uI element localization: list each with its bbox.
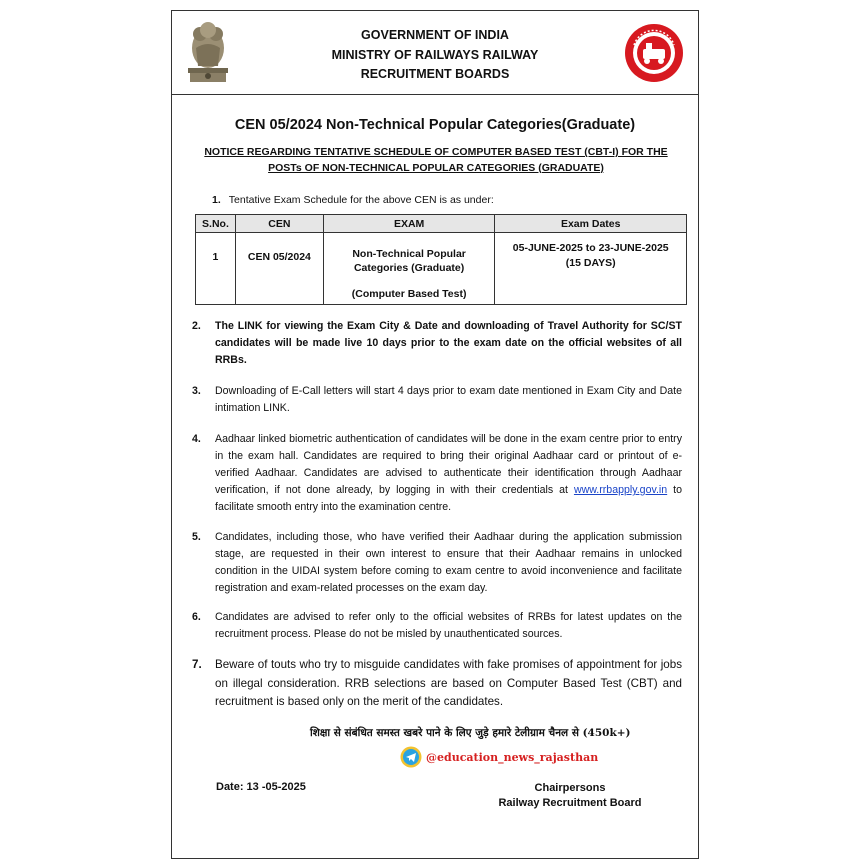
header-sno: S.No. bbox=[196, 215, 236, 233]
table-row bbox=[196, 233, 687, 305]
item-number: 3. bbox=[192, 385, 201, 397]
letterhead-text bbox=[172, 26, 698, 85]
notice-page bbox=[171, 10, 699, 859]
item-4 bbox=[192, 431, 682, 516]
item-1 bbox=[212, 194, 494, 206]
item-6 bbox=[192, 609, 682, 643]
dates-line-1: 05-JUNE-2025 to 23-JUNE-2025 bbox=[512, 242, 669, 254]
item-number: 4. bbox=[192, 433, 201, 445]
signatory-title: Chairpersons bbox=[534, 782, 606, 794]
item-text: Tentative Exam Schedule for the above CEN is as under: bbox=[228, 194, 494, 206]
exam-line-1: Non-Technical Popular bbox=[352, 248, 466, 260]
exam-schedule-table bbox=[195, 214, 687, 305]
item-text-before-link: Aadhaar linked biometric authentication of candidates will be done in the exam centre prior to entry in the exam hall. Candidates are required to bring their original Aadhaar card or printout of e-verified Aadhaar. Candidates are advised to authenticate their identification through Aadhaar verification, if not done already, by logging in with their credentials at bbox=[215, 433, 682, 496]
indian-railways-logo-icon bbox=[624, 23, 684, 83]
item-text: Candidates, including those, who have verified their Aadhaar during the application submission stage, are requested in their own interest to ensure that their Aadhaar remains in unlocked condition in the UIDAI system before coming to exam centre to avoid inconvenience and facilitate registration and exam-related processes on the exam day. bbox=[215, 531, 682, 594]
item-5 bbox=[192, 529, 682, 597]
item-text-after-link: to facilitate smooth entry into the examination centre. bbox=[215, 484, 682, 513]
cell-cen: CEN 05/2024 bbox=[235, 233, 323, 305]
table-header-row bbox=[196, 215, 687, 233]
dates-line-2: (15 DAYS) bbox=[565, 257, 616, 269]
cell-sno: 1 bbox=[196, 233, 236, 305]
header-line-1: GOVERNMENT OF INDIA bbox=[361, 28, 509, 42]
item-text: The LINK for viewing the Exam City & Date and downloading of Travel Authority for SC/ST candidates will be made live 10 days prior to the exam date on the official websites of all RRBs. bbox=[215, 320, 682, 366]
exam-line-3: (Computer Based Test) bbox=[351, 288, 467, 300]
notice-date: Date: 13 -05-2025 bbox=[216, 781, 306, 793]
telegram-icon bbox=[400, 746, 422, 768]
item-number: 6. bbox=[192, 611, 201, 623]
header-exam-dates: Exam Dates bbox=[495, 215, 687, 233]
item-number: 7. bbox=[192, 658, 202, 671]
exam-line-2: Categories (Graduate) bbox=[353, 262, 465, 274]
rrbapply-link[interactable]: www.rrbapply.gov.in bbox=[573, 484, 668, 496]
cell-exam bbox=[323, 233, 495, 305]
header-cen: CEN bbox=[235, 215, 323, 233]
item-3 bbox=[192, 383, 682, 417]
item-2 bbox=[192, 318, 682, 369]
header-line-2: MINISTRY OF RAILWAYS RAILWAY bbox=[331, 47, 539, 62]
item-text: Downloading of E-Call letters will start 4 days prior to exam date mentioned in Exam City and Date intimation LINK. bbox=[215, 385, 682, 414]
telegram-promo[interactable] bbox=[400, 746, 598, 768]
item-text: Candidates are advised to refer only to the official websites of RRBs for latest updates on the recruitment process. Please do not be misled by unauthenticated sources. bbox=[215, 611, 682, 640]
letterhead bbox=[172, 11, 698, 95]
header-line-3: RECRUITMENT BOARDS bbox=[360, 67, 510, 81]
signatory-org: Railway Recruitment Board bbox=[498, 797, 642, 809]
item-number: 1. bbox=[212, 194, 221, 206]
signatory bbox=[494, 781, 646, 811]
telegram-handle[interactable]: @education_news_rajasthan bbox=[426, 750, 599, 764]
cen-title: CEN 05/2024 Non-Technical Popular Categories(Graduate) bbox=[234, 117, 636, 133]
item-text bbox=[215, 431, 682, 516]
item-7 bbox=[192, 656, 682, 712]
cell-exam-dates bbox=[495, 233, 687, 305]
item-text: Beware of touts who try to misguide candidates with fake promises of appointment for jobs on illegal consideration. RRB selections are based on Computer Based Test (CBT) and recruitment is based only on the merit of the candidates. bbox=[215, 658, 682, 708]
item-number: 2. bbox=[192, 320, 201, 332]
item-number: 5. bbox=[192, 531, 201, 543]
notice-heading: NOTICE REGARDING TENTATIVE SCHEDULE OF COMPUTER BASED TEST (CBT-I) FOR THE POSTs OF NON-TECHNICAL POPULAR CATEGORIES (GRADUATE) bbox=[204, 146, 668, 174]
telegram-promo-text: शिक्षा से संबंधित समस्त खबरे पाने के लिए जुड़े हमारे टेलीग्राम चैनल से (450k+) bbox=[310, 727, 631, 739]
header-exam: EXAM bbox=[323, 215, 495, 233]
